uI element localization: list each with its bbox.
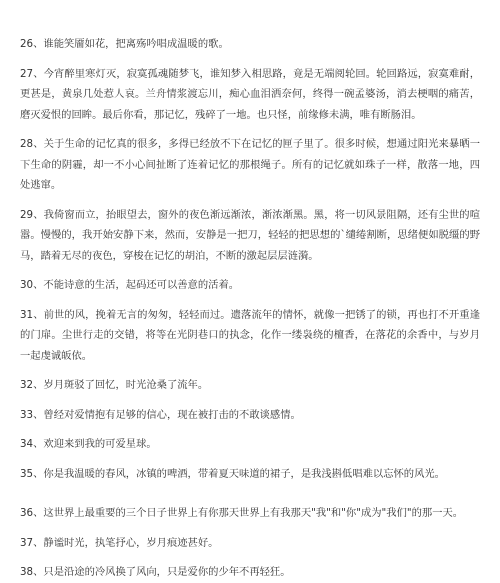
paragraph-30: 30、不能诗意的生活，起码还可以善意的活着。 [20, 279, 240, 291]
paragraph-32: 32、岁月斑驳了回忆，时光沧桑了流年。 [20, 379, 209, 391]
paragraph-28: 28、关于生命的记忆真的很多，多得已经放不下在记忆的匣子里了。很多时候，想通过阳光来暴晒一下生命的阴霾，却一不小心间扯断了连着记忆的那根绳子。所有的记忆就如珠子一样，散落一地，四处逃窜。 [20, 138, 480, 191]
paragraph-31: 31、前世的风，挽着无言的匆匆，轻轻而过。遗落流年的情怀，就像一把锈了的锁，再也打不开重逢的门扉。尘世行走的交错，将等在光阴巷口的执念，化作一缕袅绕的檀香，在落花的余香中，与岁月一起虔诚皈依。 [20, 308, 480, 362]
spacer [20, 196, 480, 205]
paragraph-38: 38、只是沿途的冷风换了风向，只是爱你的少年不再轻狂。 [20, 566, 291, 578]
spacer [20, 125, 480, 134]
spacer [20, 55, 480, 64]
paragraph-26: 26、谁能笑靥如花，把离殇吟唱成温暖的歌。 [20, 38, 229, 50]
paragraph-34: 34、欢迎来到我的可爱星球。 [20, 438, 157, 450]
spacer [20, 425, 480, 434]
spacer [20, 266, 480, 275]
spacer [20, 366, 480, 375]
paragraph-35: 35、你是我温暖的春风，冰镇的啤酒，带着夏天味道的裙子，是我浅斟低唱难以忘怀的风光。 [20, 467, 445, 480]
spacer [20, 455, 480, 464]
spacer [20, 553, 480, 562]
paragraph-29: 29、我倚窗而立，抬眼望去，窗外的夜色渐远渐浓，渐浓渐黑。黑，将一切风景阻隔，还有尘世的喧嚣。慢慢的，我开始安静下来，然而，安静是一把刀，轻轻的把思想的`缱绻割断，思绪便如脱缰的野马，踏着无尽的夜色，穿梭在记忆的胡泊，不断的激起层层涟漪。 [20, 208, 480, 262]
spacer [20, 296, 480, 305]
paragraph-27: 27、今宵醉里寒灯灭，寂寞孤魂随梦飞，谁知梦入相思路，竟是无端阅轮回。轮回路远，寂寞难耐，更甚是，黄泉几处惹人哀。兰舟情浆渡忘川，痴心血泪洒奈何，终得一碗孟婆汤，消去梗咽的痛苦，磨灭爱恨的回眸。最后你看，那记忆，残碎了一地。也只怪，前缘修未满，唯有断肠泪。 [20, 67, 480, 121]
paragraph-36: 36、这世界上最重要的三个日子世界上有你那天世界上有我那天"我"和"你"成为"我们"的那一天。 [20, 507, 464, 519]
paragraph-33: 33、曾经对爱情抱有足够的信心，现在被打击的不敢谈感情。 [20, 408, 301, 421]
spacer [20, 524, 480, 533]
paragraph-37: 37、静谧时光，执笔抒心，岁月痕迹甚好。 [20, 536, 219, 549]
spacer [20, 484, 480, 503]
spacer [20, 396, 480, 405]
